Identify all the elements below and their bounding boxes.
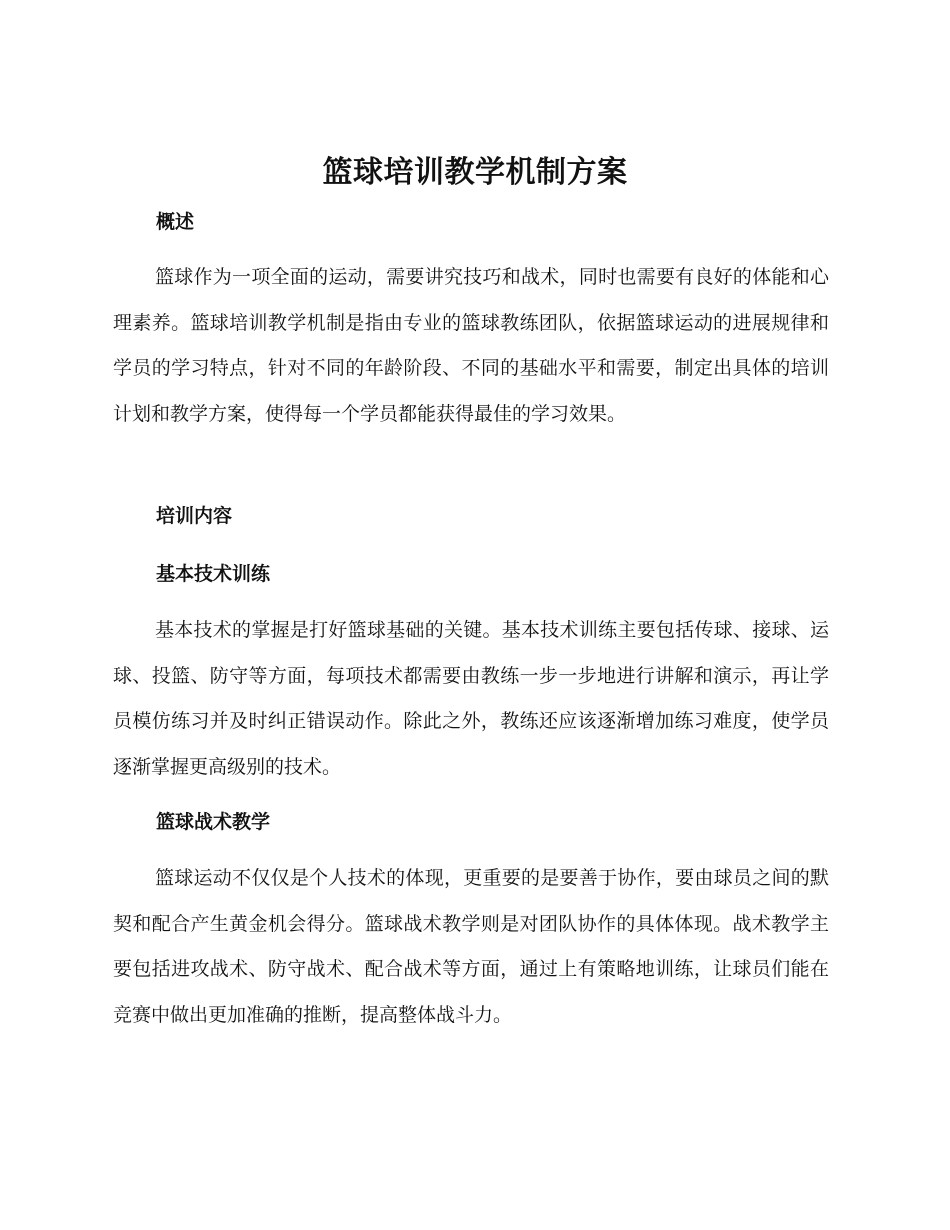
section-heading-training-content: 培训内容 (156, 505, 233, 527)
paragraph-tactics: 篮球运动不仅仅是个人技术的体现，更重要的是要善于协作，要由球员之间的默契和配合产生黄金机会得分。篮球战术教学则是对团队协作的具体体现。战术教学主要包括进攻战术、防守战术、配合战术等方面，通过上有策略地训练，让球员们能在竞赛中做出更加准确的推断，提高整体战斗力。 (113, 867, 829, 1027)
paragraph-overview: 篮球作为一项全面的运动，需要讲究技巧和战术，同时也需要有良好的体能和心理素养。篮球培训教学机制是指由专业的篮球教练团队，依据篮球运动的进展规律和学员的学习特点，针对不同的年龄阶段、不同的基础水平和需要，制定出具体的培训计划和教学方案，使得每一个学员都能获得最佳的学习效果。 (113, 266, 829, 426)
section-heading-tactics: 篮球战术教学 (156, 811, 271, 833)
paragraph-basic-skills: 基本技术的掌握是打好篮球基础的关键。基本技术训练主要包括传球、接球、运球、投篮、防守等方面，每项技术都需要由教练一步一步地进行讲解和演示，再让学员模仿练习并及时纠正错误动作。除此之外，教练还应该逐渐增加练习难度，使学员逐渐掌握更高级别的技术。 (113, 619, 829, 779)
document-title: 篮球培训教学机制方案 (322, 155, 628, 190)
section-heading-basic-skills: 基本技术训练 (156, 563, 271, 585)
section-heading-overview: 概述 (156, 211, 195, 233)
